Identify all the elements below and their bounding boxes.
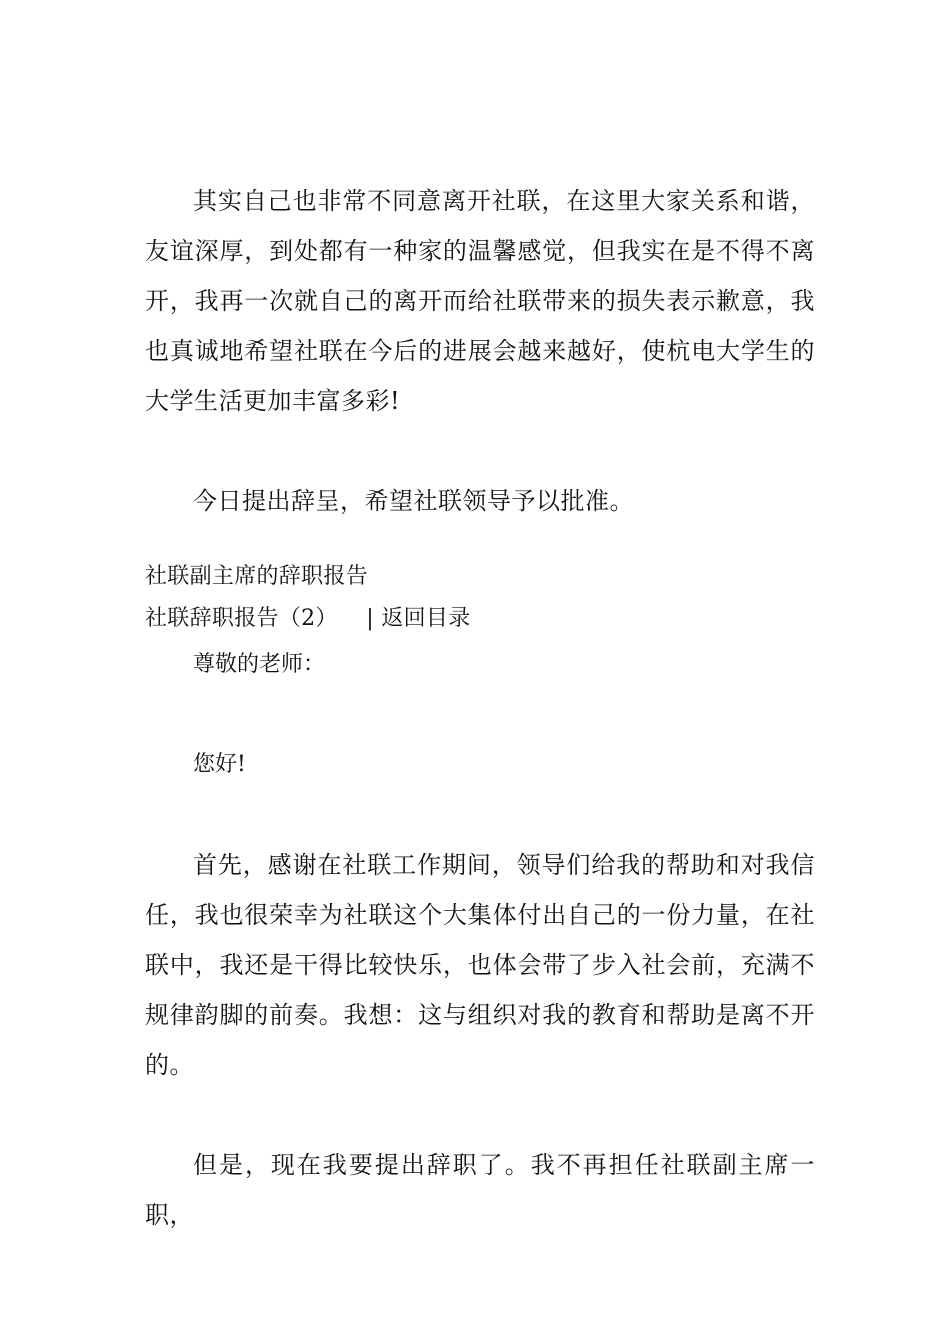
greeting: 您好! xyxy=(193,752,246,777)
paragraph-gap xyxy=(145,426,815,476)
separator: | xyxy=(366,606,375,631)
paragraph-gap xyxy=(145,790,815,840)
paragraph-3: 首先，感谢在社联工作期间，领导们给我的帮助和对我信任，我也很荣幸为社联这个大集体付出自己的一份力量，在社联中，我还是干得比较快乐，也体会带了步入社会前，充满不规律韵脚的前奏。我想：这与组织对我的教育和帮助是离不开的。 xyxy=(145,851,815,1079)
paragraph-4: 但是，现在我要提出辞职了。我不再担任社联副主席一职， xyxy=(145,1151,815,1229)
paragraph-gap xyxy=(145,1090,815,1140)
paragraph-2: 今日提出辞呈，希望社联领导予以批准。 xyxy=(193,487,634,515)
report-subtitle-line xyxy=(145,598,815,640)
section-gap xyxy=(145,526,815,556)
paragraph-1: 其实自己也非常不同意离开社联，在这里大家关系和谐，友谊深厚，到处都有一种家的温馨感觉，但我实在是不得不离开，我再一次就自己的离开而给社联带来的损失表示歉意，我也真诚地希望社联在今后的进展会越来越好，使杭电大学生的大学生活更加丰富多彩! xyxy=(145,187,815,415)
salutation: 尊敬的老师： xyxy=(193,652,326,677)
report-subtitle: 社联辞职报告（2） xyxy=(145,606,338,631)
back-to-contents-link[interactable]: 返回目录 xyxy=(381,606,471,631)
paragraph-gap xyxy=(145,690,815,740)
document-page xyxy=(145,176,815,1240)
report-title: 社联副主席的辞职报告 xyxy=(145,564,369,589)
